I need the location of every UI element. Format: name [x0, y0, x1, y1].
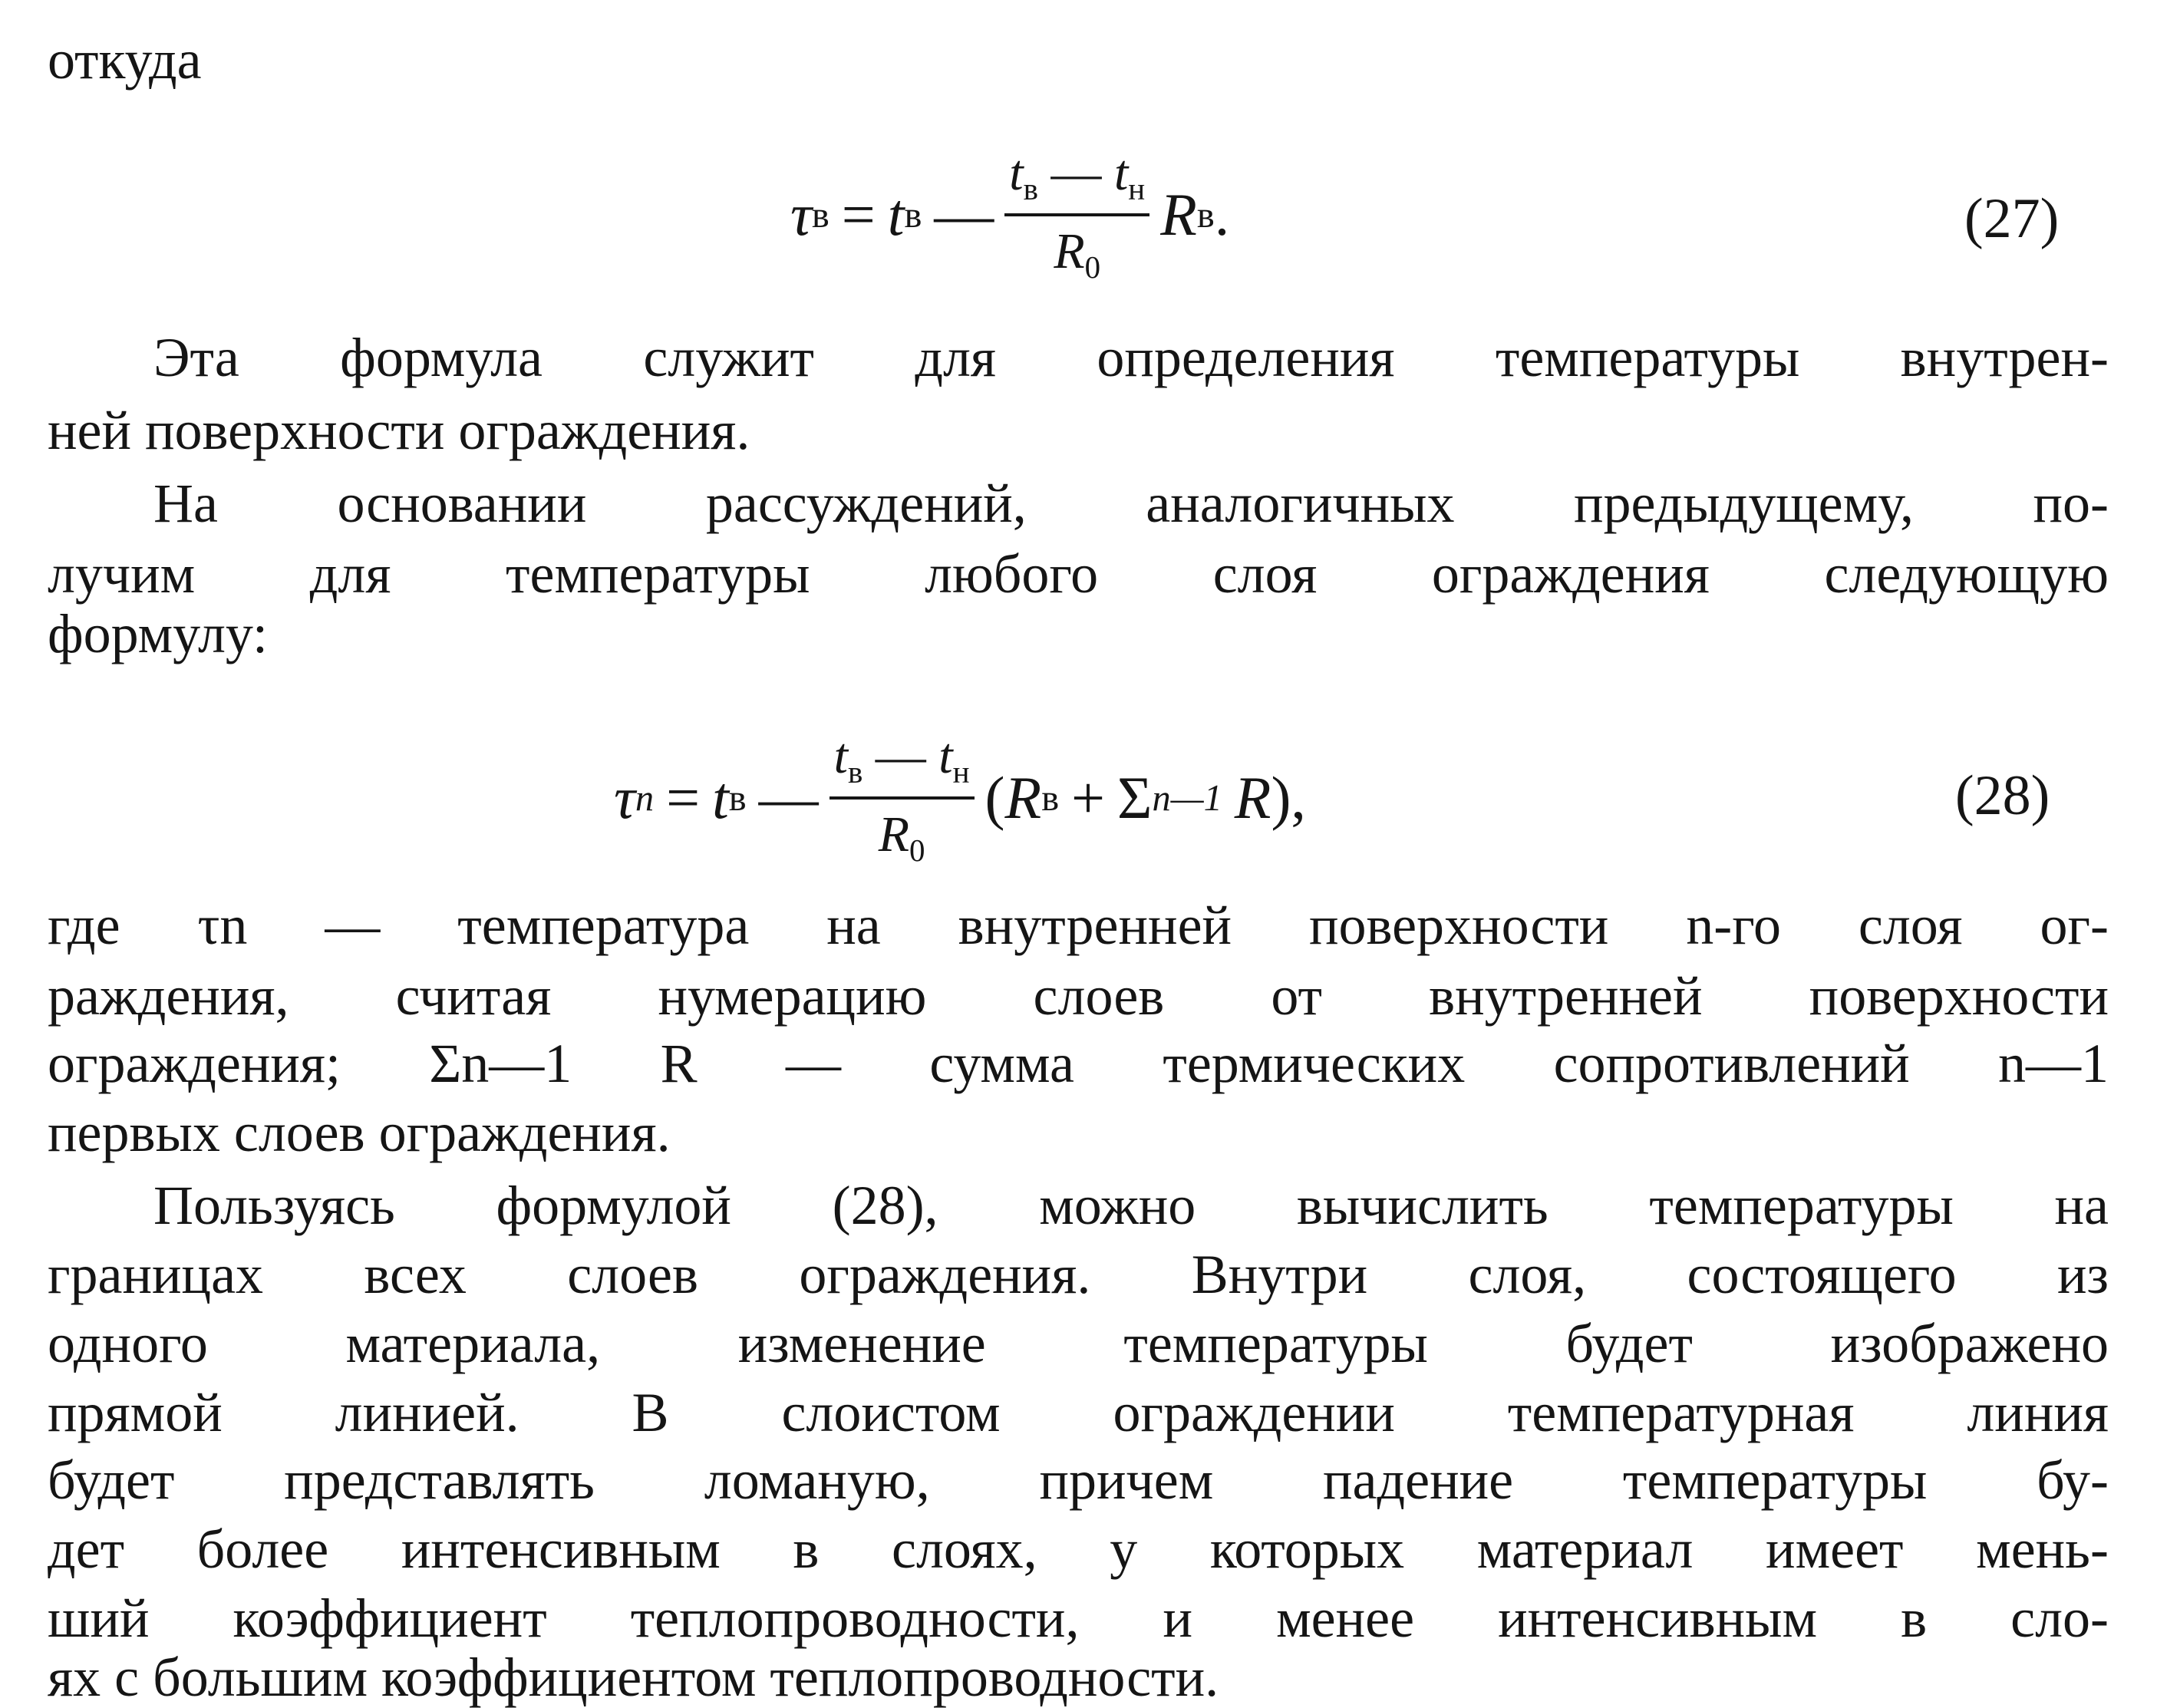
para3-line-3: ограждения; Σn—1 R — сумма термических сопротивлений n—1 — [48, 1033, 2109, 1094]
para3-line-1: где τn — температура на внутренней поверхности n-го слоя ог- — [48, 895, 2109, 956]
equation-28-number: (28) — [1955, 764, 2050, 827]
intro-word: откуда — [48, 29, 202, 91]
eq28-plus: + — [1071, 764, 1106, 831]
eq28-minus: — — [758, 764, 819, 831]
para4-line-6: дет более интенсивным в слоях, у которых материал имеет мень- — [48, 1518, 2109, 1580]
para2-line-3: формулу: — [48, 603, 268, 664]
eq27-fraction — [1004, 144, 1149, 285]
para4-line-2: границах всех слоев ограждения. Внутри слоя, состоящего из — [48, 1244, 2109, 1305]
para4-line-3: одного материала, изменение температуры будет изображено — [48, 1313, 2109, 1374]
eq27-tau: τ — [790, 181, 812, 248]
para4-line-7: ший коэффициент теплопроводности, и менее интенсивным в сло- — [48, 1588, 2109, 1649]
para2-line-1: На основании рассуждений, аналогичных предыдущему, по- — [153, 473, 2109, 534]
eq28-sigma: Σ — [1117, 764, 1153, 831]
eq28-r: R — [1004, 764, 1042, 831]
para2-line-2: лучим для температуры любого слоя ограждения следующую — [48, 543, 2109, 605]
eq27-tau-sub: в — [811, 194, 829, 236]
eq27-numerator: $t_в$ — $t_н$ — [1004, 144, 1149, 216]
para3-line-2: раждения, считая нумерацию слоев от внутренней поверхности — [48, 965, 2109, 1027]
eq27-t: t — [887, 181, 905, 248]
eq28-equals: = — [666, 764, 701, 831]
eq28-denominator: $R_0$ — [878, 806, 925, 869]
eq28-fraction — [829, 727, 975, 869]
eq27-r-sub: в — [1196, 194, 1215, 236]
para1-line-1: Эта формула служит для определения температуры внутрен- — [153, 327, 2109, 388]
eq27-equals: = — [841, 181, 876, 248]
eq28-tau-sub: n — [635, 777, 655, 819]
para4-line-5: будет представлять ломаную, причем падение температуры бу- — [48, 1449, 2109, 1511]
equation-27: τ в = t в — $\frac{t_в — t_н}{R_0}$ R в . — [790, 144, 1230, 285]
eq27-denominator: $R_0$ — [1054, 223, 1101, 285]
para1-line-2: ней поверхности ограждения. — [48, 400, 750, 461]
para4-line-1: Пользуясь формулой (28), можно вычислить температуры на — [153, 1175, 2109, 1236]
eq28-t: t — [712, 764, 729, 831]
eq27-minus: — — [934, 181, 994, 248]
eq27-r: R — [1160, 181, 1197, 248]
eq28-numerator: $t_в$ — $t_н$ — [829, 727, 975, 800]
eq27-t-sub: в — [904, 194, 922, 236]
para4-line-8: ях с большим коэффициентом теплопроводности. — [48, 1647, 1219, 1708]
para4-line-4: прямой линией. В слоистом ограждении температурная линия — [48, 1382, 2109, 1443]
equation-27-number: (27) — [1964, 187, 2060, 250]
eq28-tau: τ — [614, 764, 635, 831]
para3-line-4: первых слоев ограждения. — [48, 1102, 671, 1163]
eq28-t-sub: в — [728, 777, 747, 819]
equation-28: τ n = t в — $\frac{t_в — t_н}{R_0}$ ( R в + Σ n—1 R ), — [614, 727, 1306, 869]
